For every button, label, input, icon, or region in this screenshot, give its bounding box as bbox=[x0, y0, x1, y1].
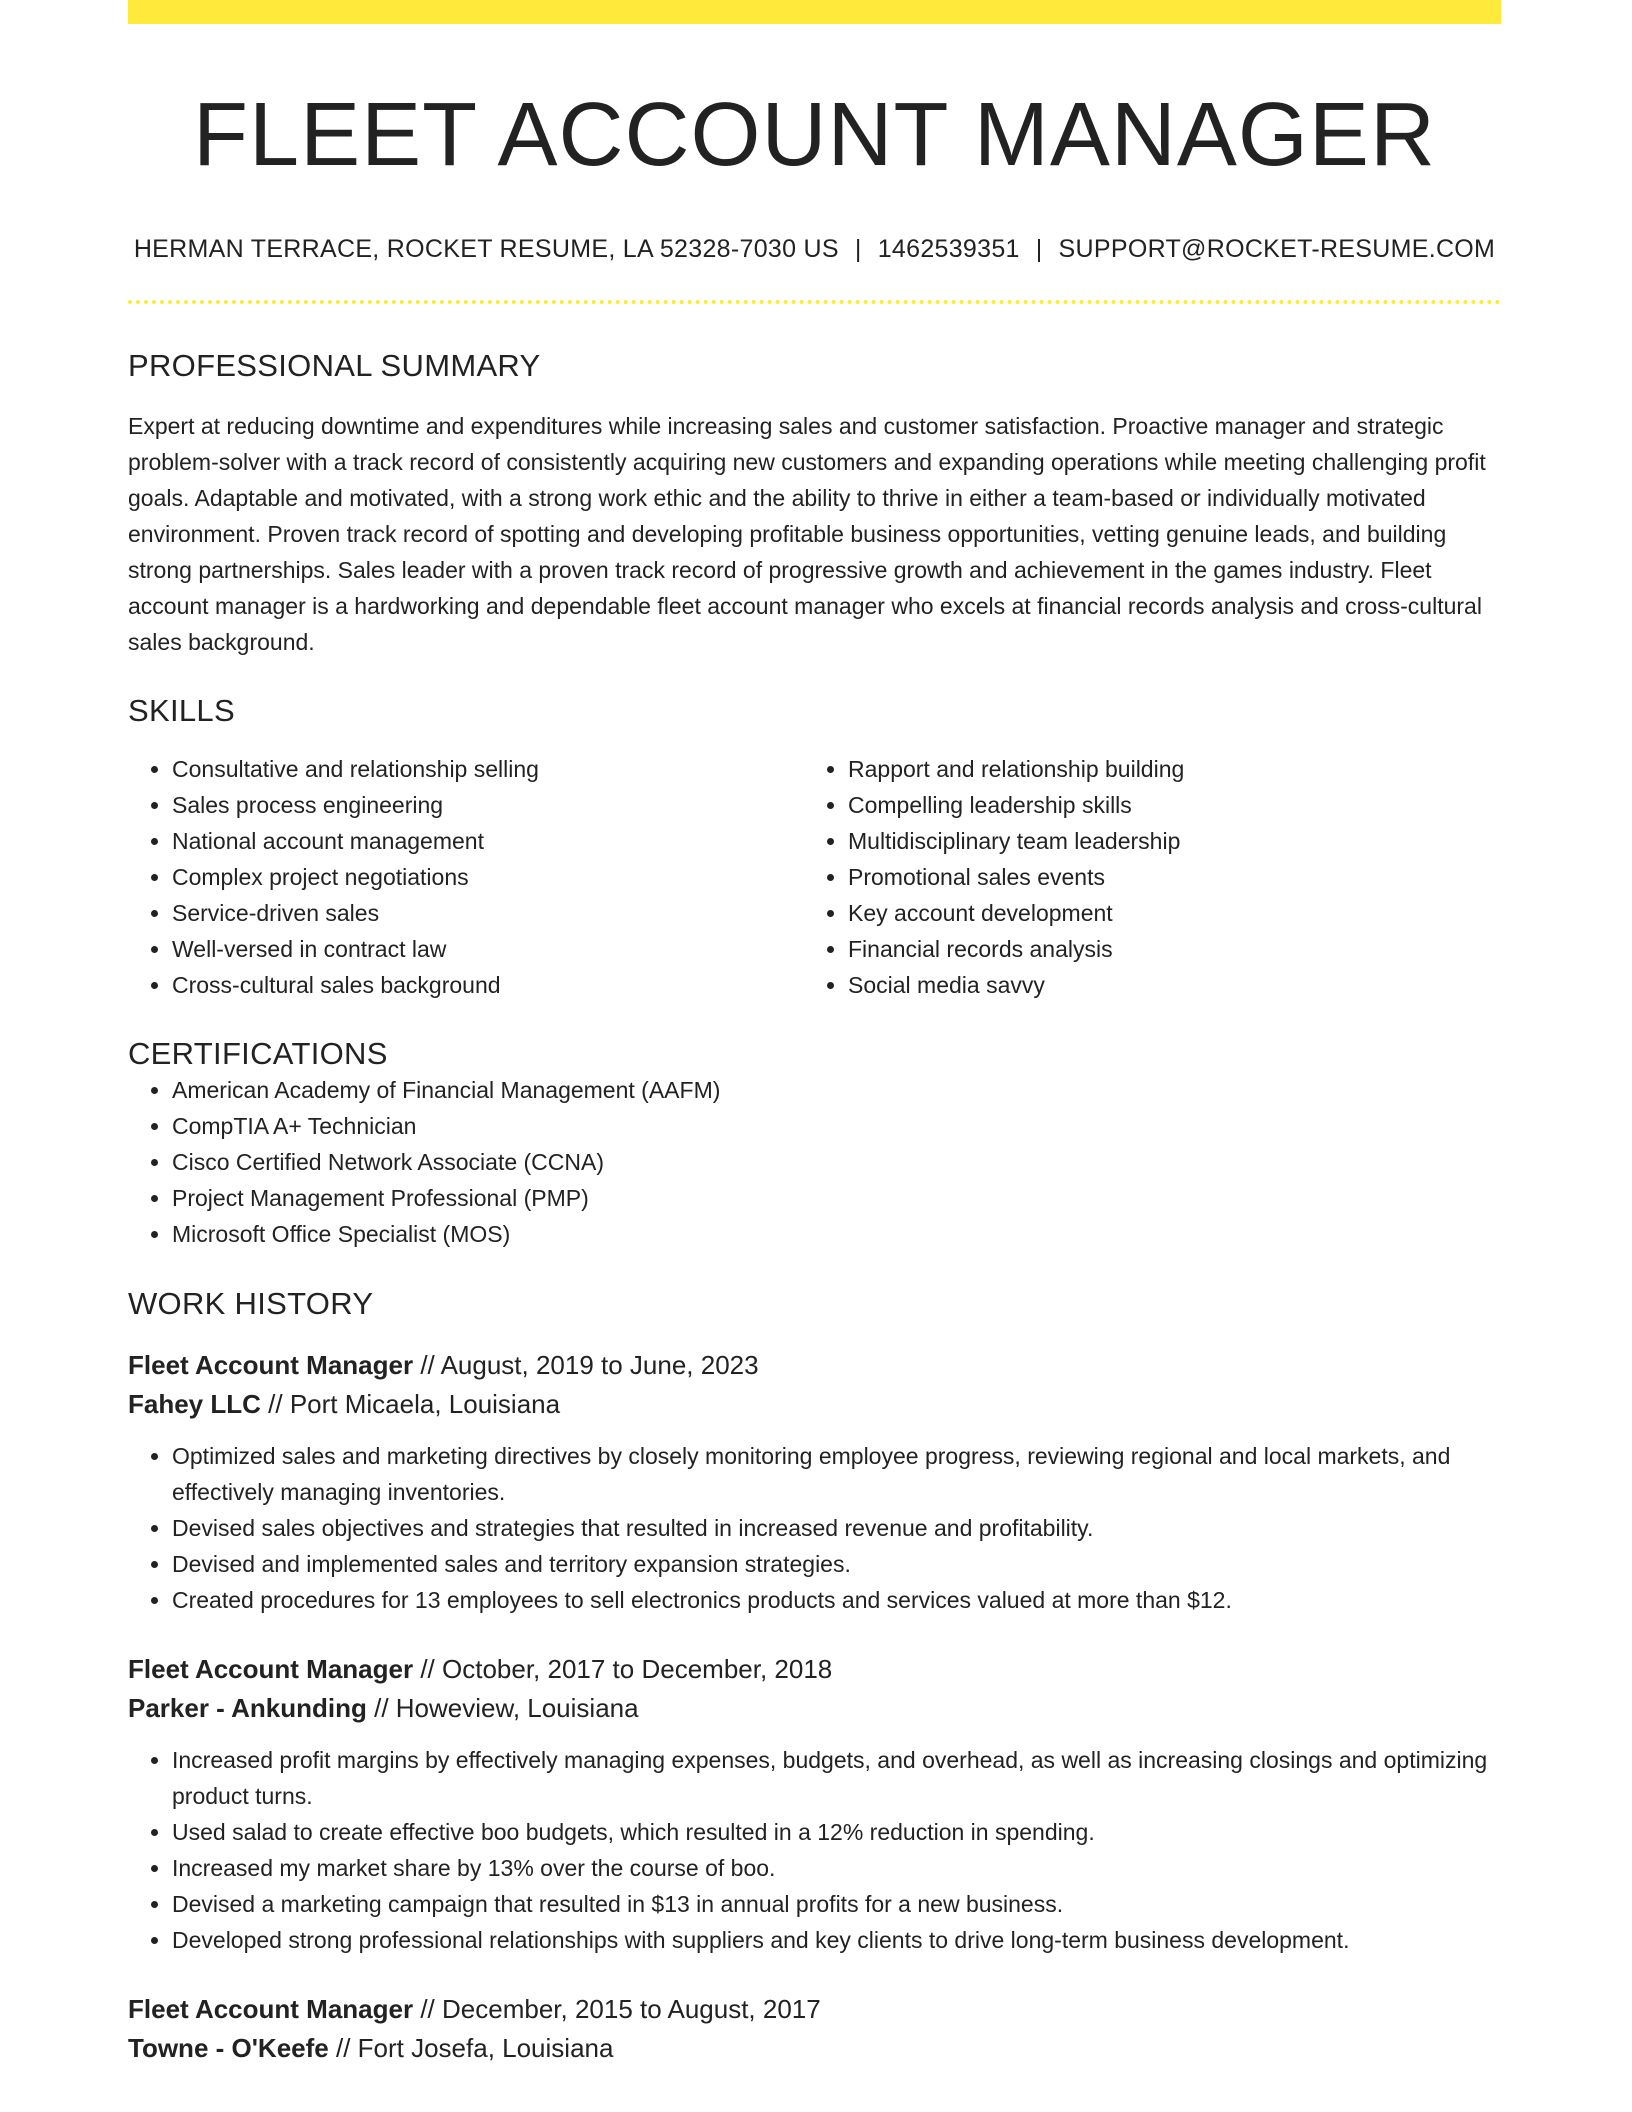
job-location: // Port Micaela, Louisiana bbox=[268, 1389, 561, 1419]
skill-item: • Well-versed in contract law bbox=[172, 931, 804, 967]
contact-separator: | bbox=[854, 235, 862, 263]
skill-item: • Social media savvy bbox=[848, 967, 1480, 1003]
certification-item: • Cisco Certified Network Associate (CCNA) bbox=[172, 1144, 1501, 1180]
skill-item: • Service-driven sales bbox=[172, 895, 804, 931]
resume-title: FLEET ACCOUNT MANAGER bbox=[193, 85, 1436, 185]
job-bullet: • Devised a marketing campaign that resulted in $13 in annual profits for a new business. bbox=[172, 1886, 1501, 1922]
summary-text: Expert at reducing downtime and expenditures while increasing sales and customer satisfaction. Proactive manager and strategic problem-solver with a track record of consistently acquiring new customers and expanding operations while meeting challenging profit goals. Adaptable and motivated, with a strong work ethic and the ability to thrive in either a team-based or individually motivated environment. Proven track record of spotting and developing profitable business opportunities, vetting genuine leads, and building strong partnerships. Sales leader with a proven track record of progressive growth and achievement in the games industry. Fleet account manager is a hardworking and dependable fleet account manager who excels at financial records analysis and cross-cultural sales background. bbox=[128, 413, 1486, 655]
job-title: Fleet Account Manager bbox=[128, 1654, 414, 1684]
work-history-heading: WORK HISTORY bbox=[128, 1286, 374, 1321]
dotted-divider bbox=[128, 300, 1501, 304]
job-bullet: • Devised and implemented sales and territory expansion strategies. bbox=[172, 1546, 1501, 1582]
job-bullet: • Optimized sales and marketing directives by closely monitoring employee progress, reviewing regional and local markets, and effectively managing inventories. bbox=[172, 1438, 1501, 1510]
certifications-heading: CERTIFICATIONS bbox=[128, 1036, 388, 1071]
job-company-line bbox=[128, 2029, 1501, 2068]
skill-item: • Promotional sales events bbox=[848, 859, 1480, 895]
certification-item: • CompTIA A+ Technician bbox=[172, 1108, 1501, 1144]
job-company: Towne - O'Keefe bbox=[128, 2033, 329, 2063]
job-bullet: • Used salad to create effective boo budgets, which resulted in a 12% reduction in spending. bbox=[172, 1814, 1501, 1850]
job-bullet: • Increased my market share by 13% over the course of boo. bbox=[172, 1850, 1501, 1886]
job-location: // Howeview, Louisiana bbox=[374, 1693, 639, 1723]
contact-phone: 1462539351 bbox=[877, 235, 1020, 263]
job-dates: // August, 2019 to June, 2023 bbox=[420, 1350, 759, 1380]
accent-bar bbox=[128, 0, 1501, 24]
job-bullet: • Devised sales objectives and strategies that resulted in increased revenue and profitability. bbox=[172, 1510, 1501, 1546]
job-title: Fleet Account Manager bbox=[128, 1350, 414, 1380]
skill-item: • Rapport and relationship building bbox=[848, 751, 1480, 787]
contact-email: SUPPORT@ROCKET-RESUME.COM bbox=[1058, 235, 1496, 263]
contact-line bbox=[128, 235, 1501, 264]
skill-item: • Complex project negotiations bbox=[172, 859, 804, 895]
job-title: Fleet Account Manager bbox=[128, 1994, 414, 2024]
job-company: Parker - Ankunding bbox=[128, 1693, 367, 1723]
resume-page bbox=[128, 0, 1501, 2068]
skills-heading: SKILLS bbox=[128, 693, 235, 728]
job-company: Fahey LLC bbox=[128, 1389, 261, 1419]
job-title-line bbox=[128, 1990, 1501, 2029]
job-company-line bbox=[128, 1689, 1501, 1728]
skill-item: • Cross-cultural sales background bbox=[172, 967, 804, 1003]
certification-item: • Project Management Professional (PMP) bbox=[172, 1180, 1501, 1216]
job-title-line bbox=[128, 1346, 1501, 1385]
job-location: // Fort Josefa, Louisiana bbox=[335, 2033, 614, 2063]
skills-right-list bbox=[804, 751, 1480, 1003]
certification-item: • American Academy of Financial Management (AAFM) bbox=[172, 1072, 1501, 1108]
job-title-line bbox=[128, 1650, 1501, 1689]
skill-item: • Financial records analysis bbox=[848, 931, 1480, 967]
job-dates: // December, 2015 to August, 2017 bbox=[420, 1994, 821, 2024]
skill-item: • Compelling leadership skills bbox=[848, 787, 1480, 823]
contact-separator: | bbox=[1035, 235, 1043, 263]
job-bullet: • Increased profit margins by effectively managing expenses, budgets, and overhead, as well as increasing closings and optimizing product turns. bbox=[172, 1742, 1501, 1814]
job-bullets bbox=[128, 1742, 1501, 1958]
contact-address: HERMAN TERRACE, ROCKET RESUME, LA 52328-7030 US bbox=[133, 235, 839, 263]
skill-item: • Consultative and relationship selling bbox=[172, 751, 804, 787]
skill-item: • Multidisciplinary team leadership bbox=[848, 823, 1480, 859]
summary-heading: PROFESSIONAL SUMMARY bbox=[128, 348, 541, 383]
job-dates: // October, 2017 to December, 2018 bbox=[420, 1654, 833, 1684]
skill-item: • National account management bbox=[172, 823, 804, 859]
job-bullet: • Created procedures for 13 employees to sell electronics products and services valued at more than $12. bbox=[172, 1582, 1501, 1618]
certification-item: • Microsoft Office Specialist (MOS) bbox=[172, 1216, 1501, 1252]
skill-item: • Sales process engineering bbox=[172, 787, 804, 823]
job-bullet: • Developed strong professional relationships with suppliers and key clients to drive long-term business development. bbox=[172, 1922, 1501, 1958]
job-company-line bbox=[128, 1385, 1501, 1424]
job-entry bbox=[128, 1990, 1501, 2068]
certifications-list bbox=[128, 1072, 1501, 1252]
skills-grid bbox=[128, 751, 1501, 1003]
job-bullets bbox=[128, 1438, 1501, 1618]
job-entry bbox=[128, 1346, 1501, 1618]
job-entry bbox=[128, 1650, 1501, 1958]
skill-item: • Key account development bbox=[848, 895, 1480, 931]
skills-left-list bbox=[128, 751, 804, 1003]
